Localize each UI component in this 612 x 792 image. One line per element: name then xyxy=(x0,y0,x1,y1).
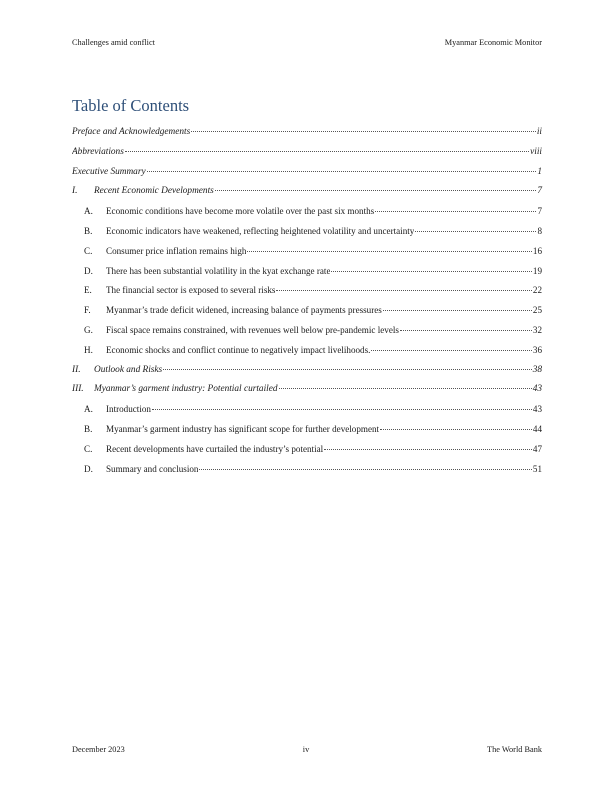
toc-entry-label: Myanmar’s trade deficit widened, increasing balance of payments pressures xyxy=(106,305,382,316)
toc-entry-page: 43 xyxy=(532,384,542,395)
toc-dot-leader xyxy=(191,130,536,132)
toc-dot-leader xyxy=(247,250,531,252)
toc-entry-page: 16 xyxy=(532,245,542,256)
toc-entry[interactable] xyxy=(72,321,542,341)
toc-dot-leader xyxy=(415,230,536,232)
toc-entry-page: 44 xyxy=(532,423,542,434)
toc-entry-label: Myanmar’s garment industry has significant scope for further development xyxy=(106,423,380,434)
toc-entry-label: Executive Summary xyxy=(72,166,146,177)
toc-entry[interactable] xyxy=(72,301,542,321)
toc-entry-page: 19 xyxy=(532,265,542,276)
toc-entry-number: H. xyxy=(84,344,93,355)
toc-title: Table of Contents xyxy=(72,96,190,115)
toc-entry-page: ii xyxy=(536,127,542,137)
toc-entry-page: 36 xyxy=(532,344,542,355)
toc-entry-label: Recent developments have curtailed the industry’s potential xyxy=(106,443,324,454)
toc-dot-leader xyxy=(324,448,532,450)
toc-entry[interactable] xyxy=(72,143,542,163)
toc-entry-page: 38 xyxy=(532,364,542,375)
toc-entry-label: Economic indicators have weakened, reflecting heightened volatility and uncertainty xyxy=(106,225,415,236)
toc-entry-number: A. xyxy=(84,206,93,217)
toc-entry-label: Introduction xyxy=(106,404,151,415)
toc-entry-number: B. xyxy=(84,423,93,434)
toc-entry[interactable] xyxy=(72,460,542,480)
toc-entry-number: E. xyxy=(84,285,92,296)
toc-entry-label: There has been substantial volatility in the kyat exchange rate xyxy=(106,265,331,276)
toc-entry-page: 7 xyxy=(537,186,542,197)
toc-entry-number: D. xyxy=(84,265,93,276)
toc-entry[interactable] xyxy=(72,420,542,440)
toc-entry-number: I. xyxy=(72,186,78,197)
toc-entry-label: The financial sector is exposed to several risks xyxy=(106,285,276,296)
toc-dot-leader xyxy=(371,349,531,351)
toc-entry-page: 22 xyxy=(532,285,542,296)
toc-entry-number: A. xyxy=(84,404,93,415)
toc-entry-label: Outlook and Risks xyxy=(94,364,163,375)
toc-dot-leader xyxy=(383,309,532,311)
toc-entry[interactable] xyxy=(72,380,542,400)
toc-entry[interactable] xyxy=(72,182,542,202)
toc-entry[interactable] xyxy=(72,400,542,420)
toc-entry[interactable] xyxy=(72,222,542,242)
toc-entry-page: 7 xyxy=(537,206,542,217)
toc-entry-number: C. xyxy=(84,245,93,256)
toc-entry-number: G. xyxy=(84,324,93,335)
toc-entry-page: 51 xyxy=(532,463,542,474)
toc-entry[interactable] xyxy=(72,440,542,460)
toc-dot-leader xyxy=(279,387,532,389)
toc-dot-leader xyxy=(375,210,536,212)
toc-entry-label: Economic shocks and conflict continue to negatively impact livelihoods. xyxy=(106,344,371,355)
toc-entry-label: Abbreviations xyxy=(72,146,124,157)
footer-publisher: The World Bank xyxy=(487,745,542,754)
running-header-left: Challenges amid conflict xyxy=(72,38,155,47)
toc-entry[interactable] xyxy=(72,361,542,381)
toc-entry-number: III. xyxy=(72,384,84,395)
toc-entry-page: 47 xyxy=(532,443,542,454)
toc-dot-leader xyxy=(147,170,537,172)
running-header-right: Myanmar Economic Monitor xyxy=(444,38,542,47)
toc-entry-label: Fiscal space remains constrained, with revenues well below pre-pandemic levels xyxy=(106,324,399,335)
toc-entry-page: 32 xyxy=(532,324,542,335)
toc-entry-number: C. xyxy=(84,443,93,454)
toc-entry-number: D. xyxy=(84,463,93,474)
toc-dot-leader xyxy=(199,468,531,470)
toc-entry-page: viii xyxy=(530,146,542,157)
footer-date: December 2023 xyxy=(72,745,125,754)
toc-entry[interactable] xyxy=(72,202,542,222)
toc-dot-leader xyxy=(400,329,532,331)
toc-dot-leader xyxy=(215,189,537,191)
toc-dot-leader xyxy=(163,368,532,370)
toc-entry-page: 1 xyxy=(537,166,542,177)
table-of-contents xyxy=(72,123,542,479)
toc-dot-leader xyxy=(152,408,532,410)
toc-entry-label: Preface and Acknowledgements xyxy=(72,127,191,137)
toc-entry-number: B. xyxy=(84,225,93,236)
toc-dot-leader xyxy=(331,270,531,272)
toc-entry[interactable] xyxy=(72,242,542,262)
toc-entry-page: 43 xyxy=(532,404,542,415)
toc-entry-number: II. xyxy=(72,364,81,375)
toc-dot-leader xyxy=(380,428,532,430)
toc-entry-page: 25 xyxy=(532,305,542,316)
toc-entry-label: Economic conditions have become more volatile over the past six months xyxy=(106,206,375,217)
toc-entry[interactable] xyxy=(72,281,542,301)
toc-dot-leader xyxy=(125,150,529,152)
toc-entry[interactable] xyxy=(72,163,542,183)
toc-entry-number: F. xyxy=(84,305,91,316)
page-number: iv xyxy=(302,745,310,754)
toc-entry-page: 8 xyxy=(537,225,542,236)
toc-entry[interactable] xyxy=(72,341,542,361)
toc-entry-label: Myanmar’s garment industry: Potential curtailed xyxy=(94,384,278,395)
toc-dot-leader xyxy=(276,289,531,291)
toc-entry-label: Consumer price inflation remains high xyxy=(106,245,247,256)
toc-entry[interactable] xyxy=(72,123,542,143)
toc-entry[interactable] xyxy=(72,262,542,282)
toc-entry-label: Summary and conclusion xyxy=(106,463,199,474)
toc-entry-label: Recent Economic Developments xyxy=(94,186,214,197)
